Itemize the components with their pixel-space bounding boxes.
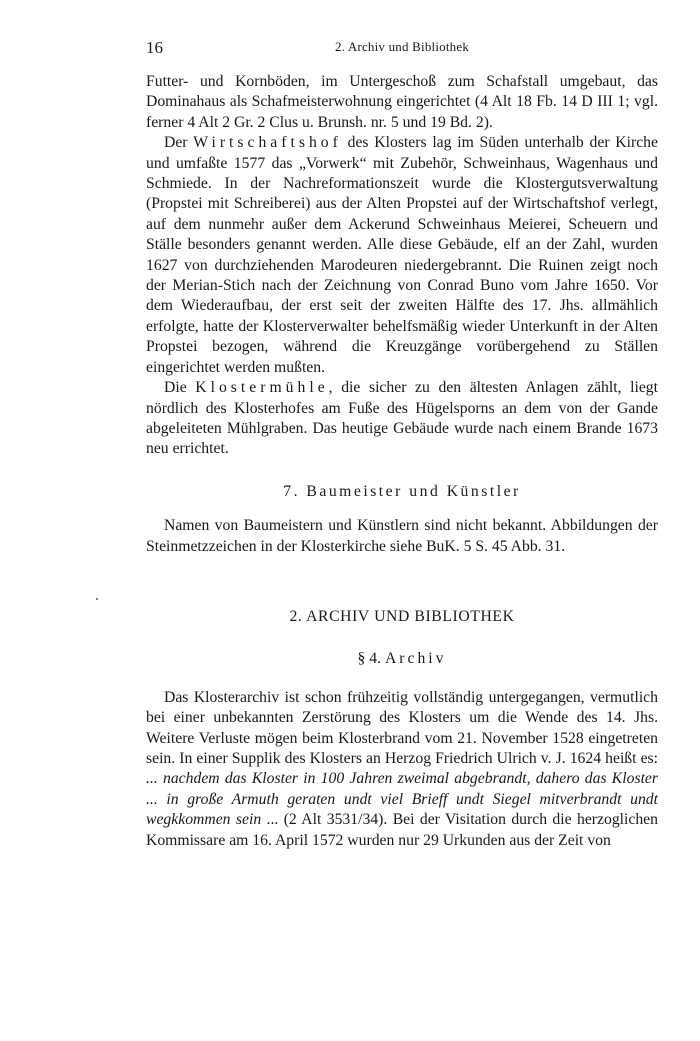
subsection-title: Baumeister und Künstler <box>306 482 521 500</box>
paragraph-text: , die sicher zu den ältesten Anlagen zählt, liegt nördlich des Klosterhofes am Fuße des Hügelsporns an dem von der Gande abgeleiteten Mühlgraben. Das heutige Gebäude wurde nach einem Brande 1673 neu errichtet. <box>146 379 659 458</box>
paragraph-archiv <box>146 688 658 851</box>
section-number: § 4. <box>357 650 382 668</box>
section-name: Archiv <box>384 650 447 668</box>
section-title <box>146 649 658 669</box>
subsection-number: 7. <box>283 482 300 500</box>
paragraph-klostermuehle <box>146 378 658 460</box>
subsection-heading <box>146 482 658 502</box>
paragraph-continued: Futter- und Kornböden, im Untergeschoß zum Schafstall umgebaut, das Dominahaus als Schafmeisterwohnung eingerichtet (4 Alt 18 Fb. 14 D III 1; vgl. ferner 4 Alt 2 Gr. 2 Clus u. Brunsh. nr. 5 und 19 Bd. 2). <box>146 73 658 131</box>
paragraph-text: ... (2 Alt 3531/34). Bei der Visitation durch die herzoglichen Kommissare am 16. April 1572 wurden nur 29 Urkunden aus der Zeit von <box>146 811 658 849</box>
paragraph-lead: Der <box>164 134 194 152</box>
paragraph-lead: Die <box>164 379 196 397</box>
running-head <box>146 38 658 60</box>
chapter-title: 2. ARCHIV UND BIBLIOTHEK <box>289 607 515 625</box>
spaced-term: Wirtschaftshof <box>193 134 342 152</box>
spaced-term: Klostermühle <box>195 379 329 397</box>
paragraph-wirtschaftshof <box>146 133 658 378</box>
paragraph-text: des Klosters lag im Süden unterhalb der Kirche und umfaßte 1577 das „Vorwerk“ mit Zubehör, Schweinhaus, Wagenhaus und Schmiede. In der Nachreformationszeit wurde die Klostergutsverwaltung (Propstei mit Schreiberei) aus der Alten Propstei auf der Wirtschaftshof verlegt, auf dem nunmehr außer dem Ackerund Schweinhaus Meierei, Scheuern und Ställe besonders genannt werden. Alle diese Gebäude, elf an der Zahl, wurden 1627 von durchziehenden Marodeuren niedergebrannt. Die Ruinen zeigt noch der Merian-Stich nach der Zeichnung von Conrad Buno vom Jahre 1650. Vor dem Wiederaufbau, der erst seit der zweiten Hälfte des 17. Jhs. allmählich erfolgte, hatte der Klosterverwalter behelfsmäßig wieder Unterkunft in der Alten Propstei bezogen, während die Kreuzgänge vorübergehend zu Ställen eingerichtet werden mußten. <box>146 134 658 376</box>
paragraph-text: Das Klosterarchiv ist schon frühzeitig vollständig untergegangen, vermutlich bei einer unbekannten Zerstörung des Klosters um die Wende des 14. Jhs. Weitere Verluste mögen beim Klosterbrand vom 21. November 1528 eingetreten sein. In einer Supplik des Klosters an Herzog Friedrich Ulrich v. J. 1624 heißt es: <box>146 688 658 767</box>
page-number: 16 <box>146 38 163 57</box>
running-title: 2. Archiv und Bibliothek <box>334 39 470 54</box>
body-text <box>146 72 658 851</box>
quotation: ... nachdem das Kloster in 100 Jahren zweimal abgebrandt, dahero das Kloster ... in große Armuth geraten undt viel Brieff undt Siegel mitverbrandt undt wegkkommen sein <box>146 770 658 829</box>
paragraph-baumeister: Namen von Baumeistern und Künstlern sind nicht bekannt. Abbildungen der Steinmetzzeichen in der Klosterkirche siehe BuK. 5 S. 45 Abb. 31. <box>146 517 658 555</box>
stray-mark <box>96 598 98 600</box>
